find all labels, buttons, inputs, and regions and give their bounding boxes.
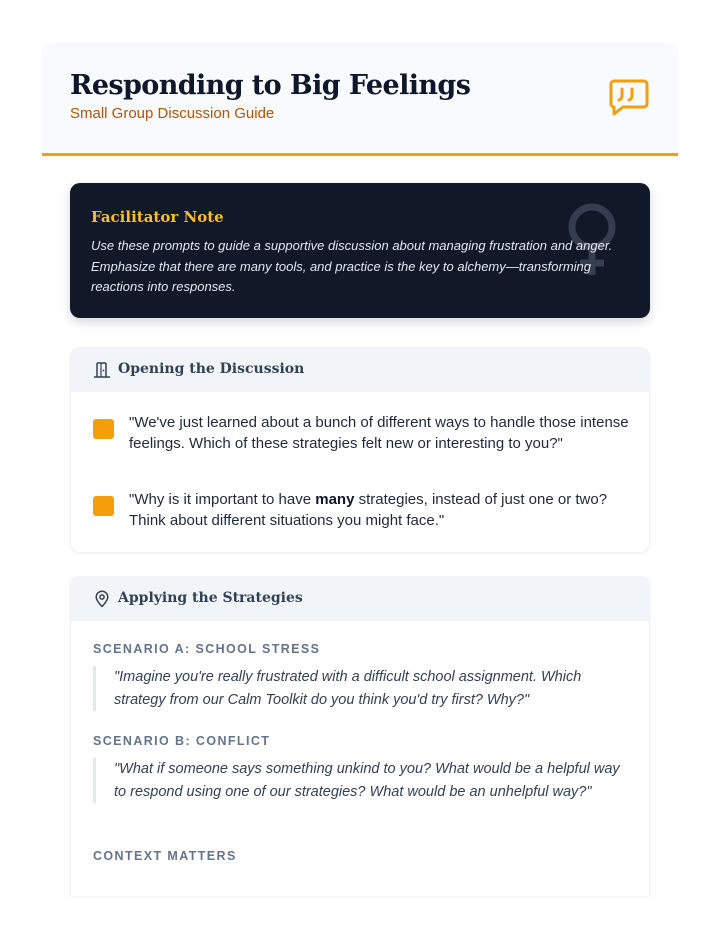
page-subtitle: Small Group Discussion Guide bbox=[70, 105, 275, 122]
bullet-square bbox=[93, 496, 114, 516]
section-title: Opening the Discussion bbox=[118, 361, 305, 377]
prompt-text: "We've just learned about a bunch of different ways to handle those intense feelings. Which of these strategies felt new or interesting to you?" bbox=[129, 414, 629, 452]
emphasis-text: many bbox=[315, 491, 355, 508]
scenario-label: SCENARIO B: CONFLICT bbox=[93, 734, 271, 748]
door-icon bbox=[93, 361, 111, 379]
note-title: Facilitator Note bbox=[91, 208, 224, 226]
prompt-text: "Why is it important to have many strategies, instead of just one or two? Think about different situations you might face." bbox=[129, 491, 608, 529]
note-text: Use these prompts to guide a supportive discussion about managing frustration and anger. Emphasize that there are many tools, and practice is the key to alchemy—transforming reactions into responses. bbox=[91, 238, 613, 295]
opening-section bbox=[70, 347, 650, 553]
map-pin-icon bbox=[93, 590, 111, 608]
scenario-quote: "What if someone says something unkind to you? What would be a helpful way to respond using one of our strategies? What would be an unhelpful way?" bbox=[93, 758, 623, 803]
section-header bbox=[71, 348, 649, 392]
quote-bubble-icon bbox=[608, 78, 650, 118]
context-label: CONTEXT MATTERS bbox=[93, 849, 237, 863]
bullet-square bbox=[93, 419, 114, 439]
facilitator-note bbox=[70, 183, 650, 318]
page-title: Responding to Big Feelings bbox=[70, 70, 471, 101]
scenario-quote: "Imagine you're really frustrated with a difficult school assignment. Which strategy from our Calm Toolkit do you think you'd try first? Why?" bbox=[93, 666, 623, 711]
section-header bbox=[71, 577, 649, 621]
section-title: Applying the Strategies bbox=[118, 590, 303, 606]
scenario-label: SCENARIO A: SCHOOL STRESS bbox=[93, 642, 321, 656]
applying-section bbox=[70, 576, 650, 896]
page-header bbox=[42, 42, 678, 156]
